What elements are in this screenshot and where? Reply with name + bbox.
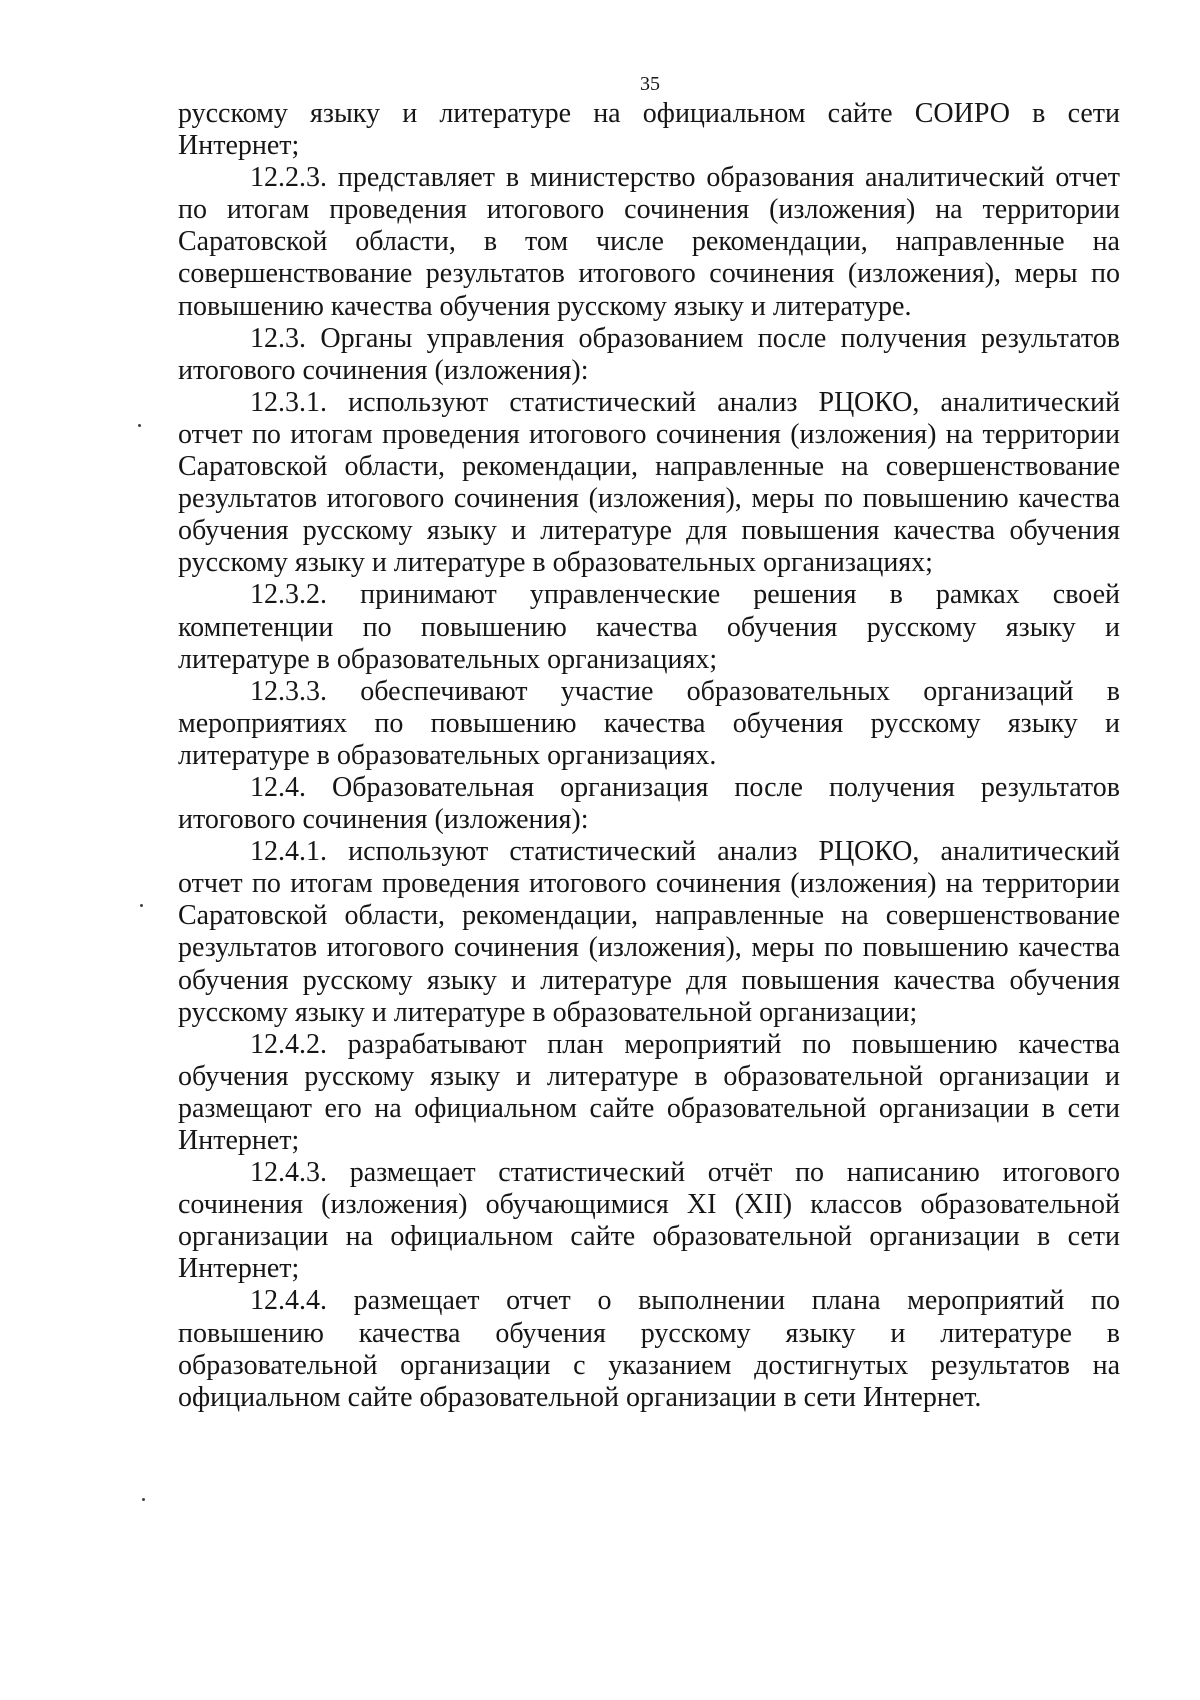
- paragraph: [178, 323, 1120, 387]
- text-line: размещают его на официальном сайте образовательной организации в сети: [178, 1092, 1120, 1124]
- text-line: Саратовской области, рекомендации, направленные на совершенствование: [178, 451, 1120, 483]
- text-line: отчет по итогам проведения итогового сочинения (изложения) на территории: [178, 868, 1120, 900]
- scan-speck: [140, 904, 143, 907]
- text-line: 12.3.3. обеспечивают участие образовательных организаций в: [250, 675, 1120, 707]
- text-line: 12.4.1. используют статистический анализ РЦОКО, аналитический: [250, 836, 1120, 868]
- paragraph: [178, 772, 1120, 836]
- paragraph: [178, 387, 1120, 580]
- text-line: отчет по итогам проведения итогового сочинения (изложения) на территории: [178, 418, 1120, 450]
- text-line: Саратовской области, в том числе рекомендации, направленные на: [178, 226, 1120, 258]
- text-line: 12.3. Органы управления образованием после получения результатов: [250, 322, 1120, 354]
- text-line: 12.4.2. разрабатывают план мероприятий по повышению качества: [250, 1028, 1120, 1060]
- text-line: 12.3.1. используют статистический анализ РЦОКО, аналитический: [250, 386, 1120, 418]
- text-line: русскому языку и литературе в образовательной организации;: [178, 996, 918, 1028]
- text-line: Интернет;: [178, 130, 300, 162]
- paragraph: [178, 836, 1120, 1029]
- text-line: повышению качества обучения русскому языку и литературе в: [178, 1317, 1120, 1349]
- text-line: Саратовской области, рекомендации, направленные на совершенствование: [178, 900, 1120, 932]
- paragraph: [178, 1285, 1120, 1413]
- text-line: организации на официальном сайте образовательной организации в сети: [178, 1221, 1120, 1253]
- page-number: 35: [640, 73, 660, 95]
- text-line: компетенции по повышению качества обучения русскому языку и: [178, 611, 1120, 643]
- paragraph: [178, 579, 1120, 675]
- scan-speck: [142, 1498, 145, 1501]
- text-line: 12.3.2. принимают управленческие решения в рамках своей: [250, 579, 1120, 611]
- paragraph: [178, 1029, 1120, 1157]
- text-line: результатов итогового сочинения (изложения), меры по повышению качества: [178, 483, 1120, 515]
- text-line: 12.2.3. представляет в министерство образования аналитический отчет: [250, 162, 1120, 194]
- paragraph: [178, 98, 1120, 162]
- text-line: русскому языку и литературе в образовательных организациях;: [178, 547, 933, 579]
- text-line: по итогам проведения итогового сочинения (изложения) на территории: [178, 194, 1120, 226]
- scan-speck: [138, 424, 141, 427]
- text-line: результатов итогового сочинения (изложения), меры по повышению качества: [178, 932, 1120, 964]
- text-line: итогового сочинения (изложения):: [178, 804, 589, 836]
- text-line: совершенствование результатов итогового сочинения (изложения), меры по: [178, 258, 1120, 290]
- text-line: обучения русскому языку и литературе для повышения качества обучения: [178, 515, 1120, 547]
- text-line: 12.4.3. размещает статистический отчёт по написанию итогового: [250, 1157, 1120, 1189]
- paragraph: [178, 676, 1120, 772]
- text-line: обучения русскому языку и литературе для повышения качества обучения: [178, 964, 1120, 996]
- text-line: русскому языку и литературе на официальном сайте СОИРО в сети: [178, 98, 1120, 129]
- text-line: литературе в образовательных организациях.: [178, 739, 717, 771]
- text-line: повышению качества обучения русскому языку и литературе.: [178, 290, 912, 322]
- text-line: мероприятиях по повышению качества обучения русскому языку и: [178, 707, 1120, 739]
- text-line: 12.4. Образовательная организация после получения результатов: [250, 771, 1120, 803]
- document-body: [178, 98, 1120, 1414]
- text-line: Интернет;: [178, 1125, 300, 1156]
- paragraph: [178, 1157, 1120, 1285]
- text-line: Интернет;: [178, 1253, 300, 1285]
- text-line: образовательной организации с указанием достигнутых результатов на: [178, 1349, 1120, 1381]
- text-line: 12.4.4. размещает отчет о выполнении плана мероприятий по: [250, 1285, 1120, 1317]
- text-line: итогового сочинения (изложения):: [178, 354, 589, 386]
- paragraph: [178, 162, 1120, 322]
- text-line: официальном сайте образовательной организации в сети Интернет.: [178, 1381, 982, 1413]
- text-line: обучения русскому языку и литературе в образовательной организации и: [178, 1060, 1120, 1092]
- text-line: сочинения (изложения) обучающимися XI (XII) классов образовательной: [178, 1189, 1120, 1221]
- text-line: литературе в образовательных организациях;: [178, 643, 718, 675]
